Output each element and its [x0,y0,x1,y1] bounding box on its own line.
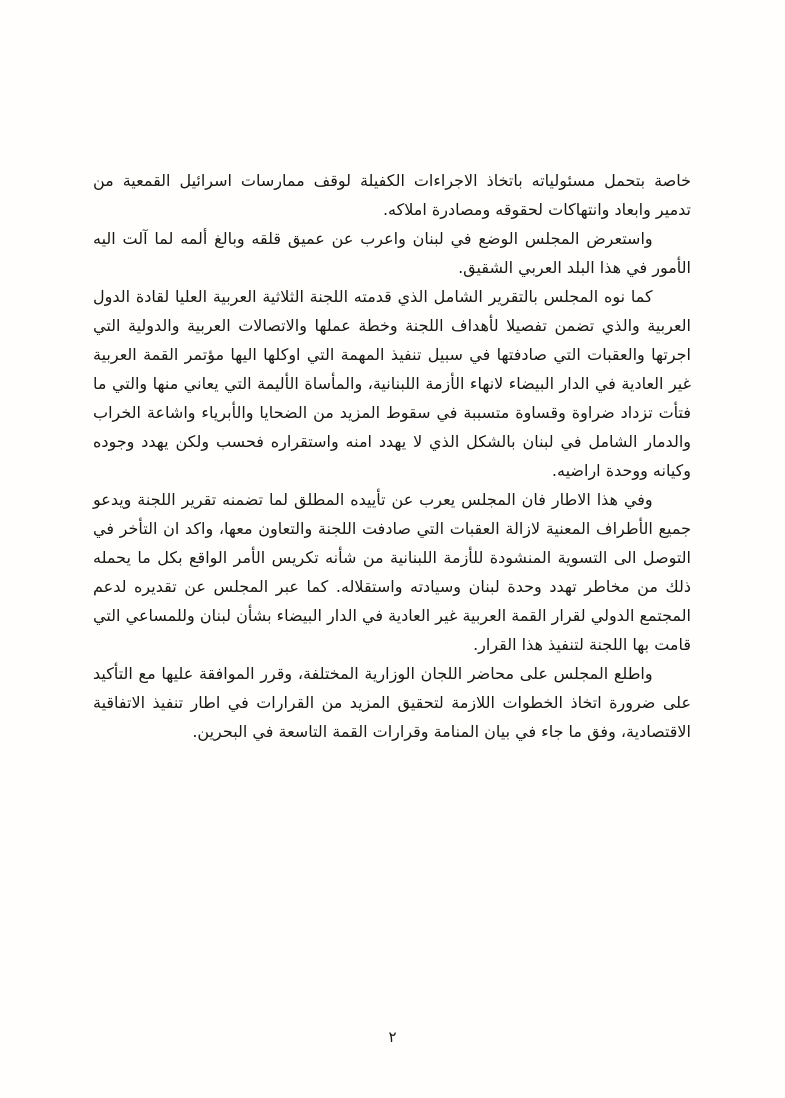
paragraph: واستعرض المجلس الوضع في لبنان واعرب عن عميق قلقه وبالغ ألمه لما آلت اليه الأمور في هذا البلد العربي الشقيق. [93,229,691,277]
paragraph: خاصة بتحمل مسئولياته باتخاذ الاجراءات الكفيلة لوقف ممارسات اسرائيل القمعية من تدمير وابعاد وانتهاكات لحقوقه ومصادرة املاكه. [93,171,691,219]
paragraph: واطلع المجلس على محاضر اللجان الوزارية المختلفة، وقرر الموافقة عليها مع التأكيد على ضرورة اتخاذ الخطوات اللازمة لتحقيق المزيد من القرارات في اطار تنفيذ الاتفاقية الاقتصادية، وفق ما جاء في بيان المنامة وقرارات القمة التاسعة في البحرين. [93,664,691,741]
paragraph: كما نوه المجلس بالتقرير الشامل الذي قدمته اللجنة الثلاثية العربية العليا لقادة الدول العربية والذي تضمن تفصيلا لأهداف اللجنة وخطة عملها والاتصالات العربية والدولية التي اجرتها والعقبات التي صادفتها في سبيل تنفيذ المهمة التي اوكلها اليها مؤتمر القمة العربية غير العادية في الدار البيضاء لانهاء الأزمة اللبنانية، والمأساة الأليمة التي يعاني منها والتي ما فتأت تزداد ضراوة وقساوة متسببة في سقوط المزيد من الضحايا والأبرياء واشاعة الخراب والدمار الشامل في لبنان بالشكل الذي لا يهدد امنه واستقراره فحسب ولكن يهدد وجوده وكيانه ووحدة اراضيه. [93,287,691,480]
paragraph: وفي هذا الاطار فان المجلس يعرب عن تأييده المطلق لما تضمنه تقرير اللجنة ويدعو جميع الأطراف المعنية لازالة العقبات التي صادفت اللجنة والتعاون معها، واكد ان التأخر في التوصل الى التسوية المنشودة للأزمة اللبنانية من شأنه تكريس الأمر الواقع بكل ما يحمله ذلك من مخاطر تهدد وحدة لبنان وسيادته واستقلاله. كما عبر المجلس عن تقديره لدعم المجتمع الدولي لقرار القمة العربية غير العادية في الدار البيضاء بشأن لبنان وللمساعي التي قامت بها اللجنة لتنفيذ هذا القرار. [93,490,691,654]
text-block [93,166,691,746]
page-number: ٢ [388,1028,397,1046]
